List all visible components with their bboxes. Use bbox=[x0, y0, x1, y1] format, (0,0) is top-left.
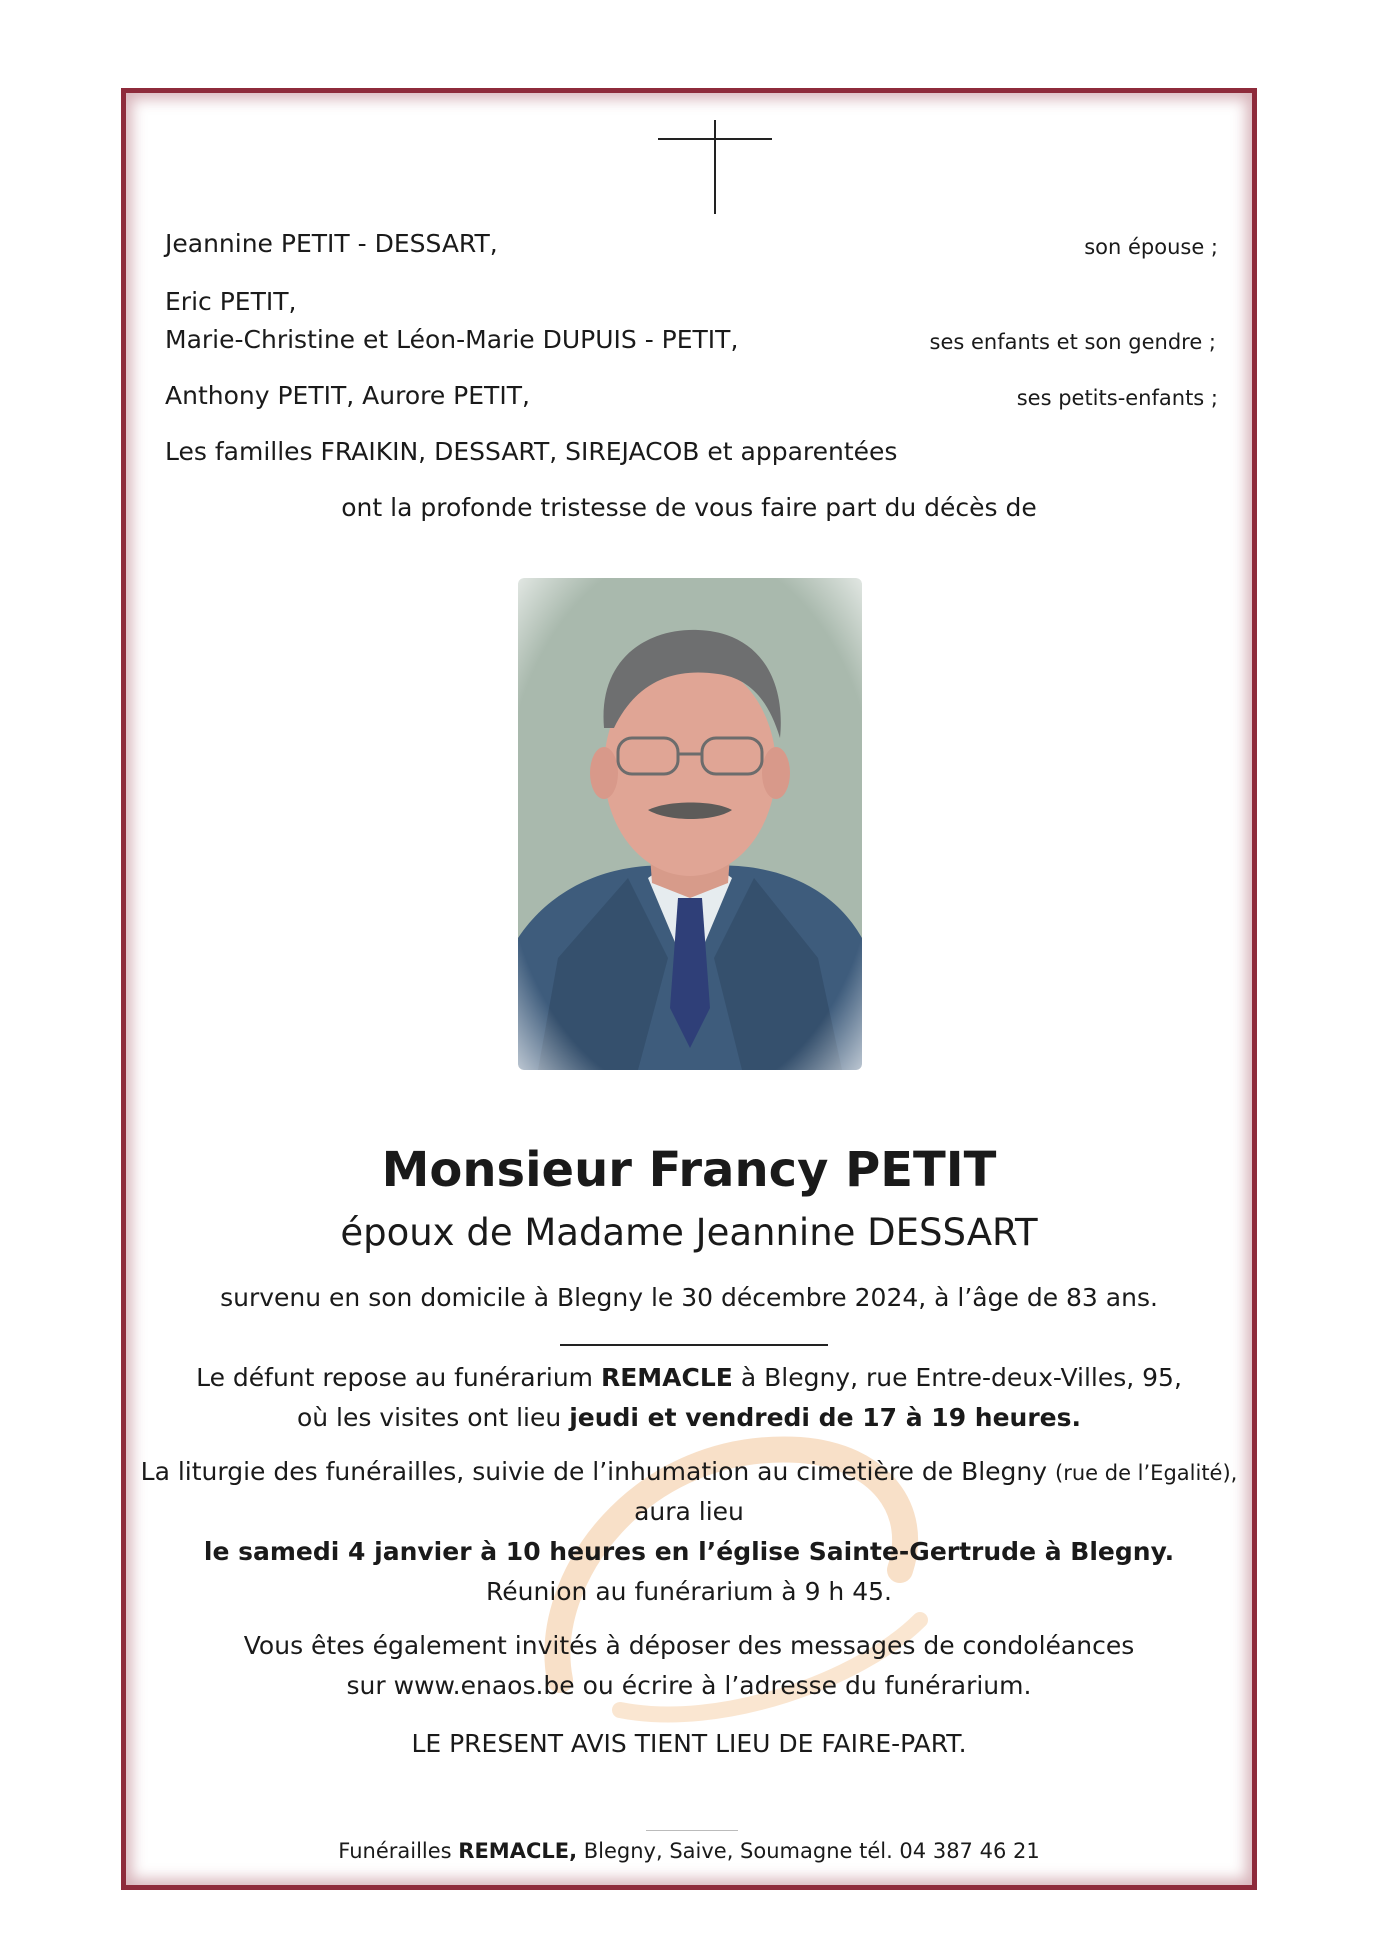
rest-location: Le défunt repose au funérarium REMACLE à Blegny, rue Entre-deux-Villes, 95, bbox=[196, 1363, 1182, 1392]
grandchildren-relation: ses petits-enfants ; bbox=[1016, 386, 1218, 410]
divider bbox=[560, 1344, 828, 1346]
notice-line: LE PRESENT AVIS TIENT LIEU DE FAIRE-PART. bbox=[411, 1729, 967, 1758]
spouse-of-line: époux de Madame Jeannine DESSART bbox=[340, 1211, 1038, 1254]
condolences-line: sur www.enaos.be ou écrire à l’adresse du funérarium. bbox=[346, 1671, 1032, 1700]
child-name: Marie-Christine et Léon-Marie DUPUIS - PETIT, bbox=[165, 325, 739, 354]
portrait-photo bbox=[518, 578, 862, 1070]
spouse-relation: son épouse ; bbox=[1084, 235, 1218, 259]
held-line: aura lieu bbox=[634, 1497, 744, 1526]
grandchildren-names: Anthony PETIT, Aurore PETIT, bbox=[165, 381, 530, 410]
liturgy-line: La liturgie des funérailles, suivie de l’inhumation au cimetière de Blegny (rue de l’Egalité), bbox=[140, 1457, 1238, 1486]
extended-families: Les familles FRAIKIN, DESSART, SIREJACOB et apparentées bbox=[165, 437, 898, 466]
death-info: survenu en son domicile à Blegny le 30 décembre 2024, à l’âge de 83 ans. bbox=[220, 1283, 1158, 1312]
ceremony-line: le samedi 4 janvier à 10 heures en l’église Sainte-Gertrude à Blegny. bbox=[203, 1537, 1175, 1566]
footer-divider bbox=[646, 1830, 738, 1831]
visiting-hours: où les visites ont lieu jeudi et vendredi de 17 à 19 heures. bbox=[296, 1403, 1082, 1432]
child-name: Eric PETIT, bbox=[165, 287, 297, 316]
announcement-line: ont la profonde tristesse de vous faire part du décès de bbox=[341, 493, 1037, 522]
children-relation: ses enfants et son gendre ; bbox=[929, 330, 1216, 354]
deceased-name: Monsieur Francy PETIT bbox=[381, 1142, 997, 1198]
spouse-name: Jeannine PETIT - DESSART, bbox=[165, 229, 498, 258]
footer-credit: Funérailles REMACLE, Blegny, Saive, Soumagne tél. 04 387 46 21 bbox=[338, 1839, 1040, 1863]
condolences-line: Vous êtes également invités à déposer des messages de condoléances bbox=[243, 1631, 1135, 1660]
meeting-line: Réunion au funérarium à 9 h 45. bbox=[486, 1577, 892, 1606]
